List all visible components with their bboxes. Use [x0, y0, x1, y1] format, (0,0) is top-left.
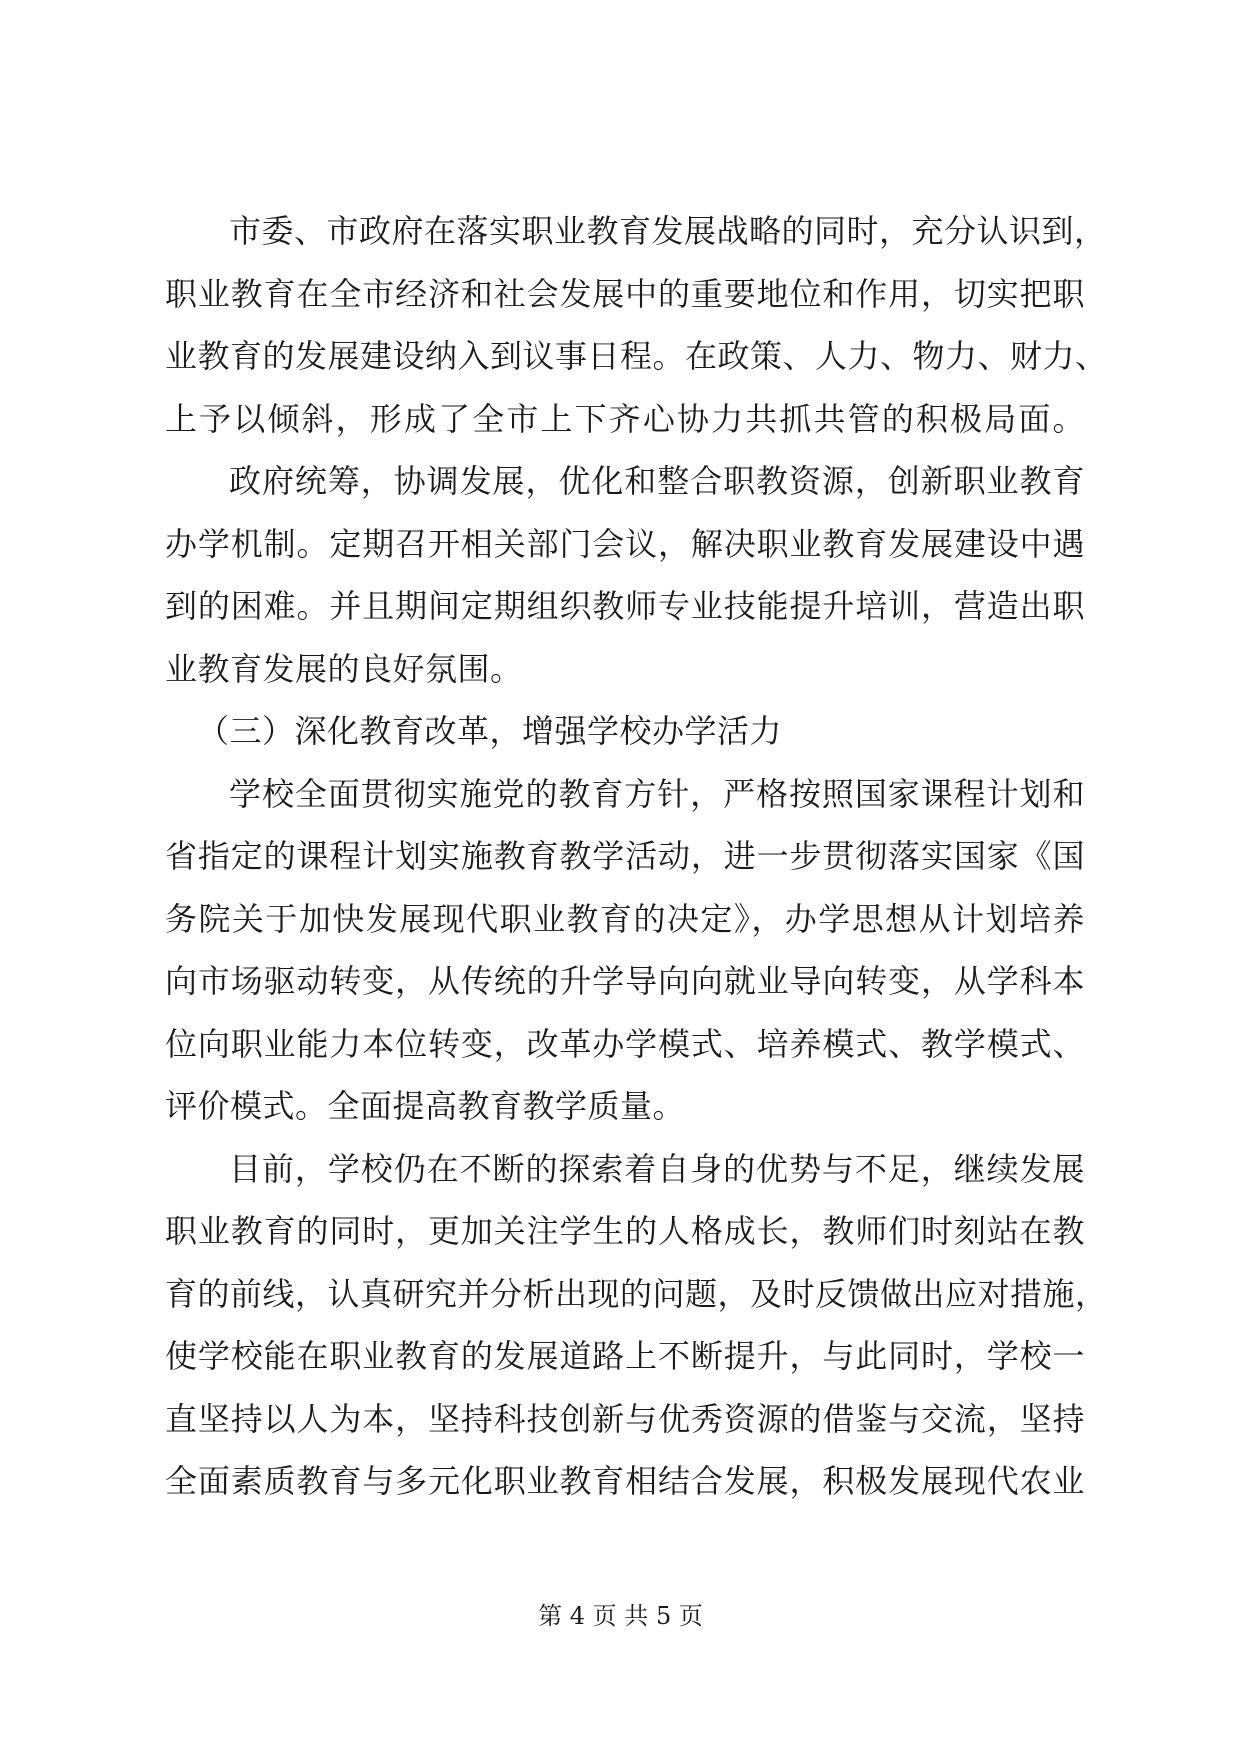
- page-number-footer: 第 4 页 共 5 页: [538, 1602, 703, 1630]
- paragraph-line: 育的前线，认真研究并分析出现的问题，及时反馈做出应对措施，: [165, 1274, 1108, 1313]
- paragraph-line: 职业教育在全市经济和社会发展中的重要地位和作用，切实把职: [165, 274, 1085, 313]
- paragraph-line: 上予以倾斜，形成了全市上下齐心协力共抓共管的积极局面。: [165, 399, 1085, 438]
- paragraph-line: 目前，学校仍在不断的探索着自身的优势与不足，继续发展: [229, 1149, 1085, 1188]
- paragraph-line: 业教育发展的良好氛围。: [165, 649, 523, 688]
- document-body: [165, 200, 1108, 1513]
- paragraph-line: 职业教育的同时，更加关注学生的人格成长，教师们时刻站在教: [165, 1212, 1085, 1250]
- paragraph-line: 位向职业能力本位转变，改革办学模式、培养模式、教学模式、: [165, 1024, 1085, 1063]
- paragraph-line: 向市场驱动转变，从传统的升学导向向就业导向转变，从学科本: [165, 962, 1085, 1000]
- paragraph-line: 全面素质教育与多元化职业教育相结合发展，积极发展现代农业: [165, 1462, 1085, 1500]
- paragraph-line: 到的困难。并且期间定期组织教师专业技能提升培训，营造出职: [165, 587, 1085, 625]
- paragraph-line: 学校全面贯彻实施党的教育方针，严格按照国家课程计划和: [229, 774, 1085, 813]
- paragraph-line: 使学校能在职业教育的发展道路上不断提升，与此同时，学校一: [165, 1337, 1085, 1375]
- paragraph-line: 评价模式。全面提高教育教学质量。: [165, 1087, 686, 1125]
- paragraph-line: 直坚持以人为本，坚持科技创新与优秀资源的借鉴与交流，坚持: [165, 1399, 1085, 1438]
- section-heading: （三）深化教育改革，增强学校办学活力: [197, 712, 783, 750]
- paragraph-line: 办学机制。定期召开相关部门会议，解决职业教育发展建设中遇: [165, 524, 1085, 563]
- paragraph-line: 政府统筹，协调发展，优化和整合职教资源，创新职业教育: [229, 462, 1085, 500]
- paragraph-line: 务院关于加快发展现代职业教育的决定》，办学思想从计划培养: [165, 899, 1085, 938]
- paragraph-line: 省指定的课程计划实施教育教学活动，进一步贯彻落实国家《国: [165, 837, 1085, 875]
- paragraph-line: 市委、市政府在落实职业教育发展战略的同时，充分认识到，: [229, 212, 1107, 250]
- paragraph-line: 业教育的发展建设纳入到议事日程。在政策、人力、物力、财力、: [165, 337, 1108, 375]
